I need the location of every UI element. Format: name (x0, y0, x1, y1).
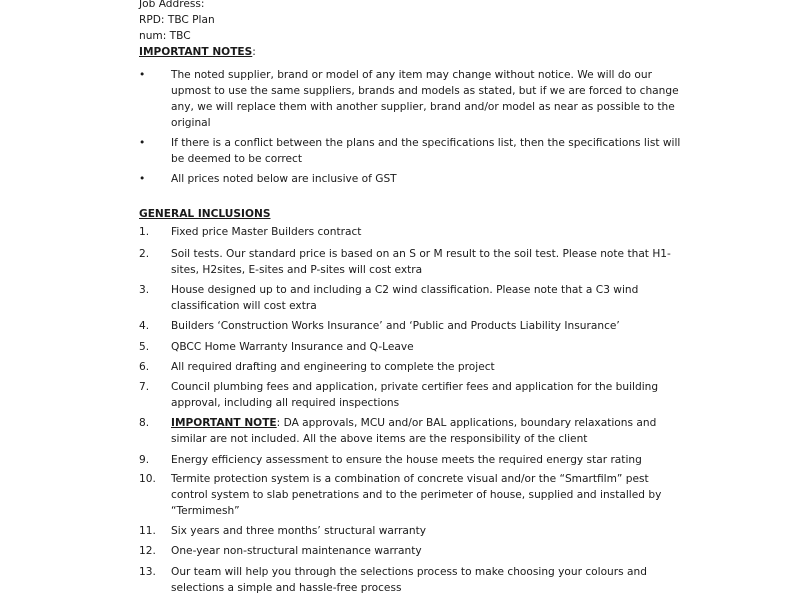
item-number: 10. (139, 473, 156, 485)
important-note-label: IMPORTANT NOTE (171, 417, 277, 429)
rpd-plan-label: RPD: TBC Plan (139, 14, 215, 26)
important-notes-colon: : (252, 46, 256, 58)
item-text: Fixed price Master Builders contract (171, 226, 362, 238)
item-text: Energy efficiency assessment to ensure the house meets the required energy star rating (171, 454, 642, 466)
item-text: Council plumbing fees and application, private certifier fees and application for the building approval, including all required inspections (171, 381, 659, 409)
item-text: : DA approvals, MCU and/or BAL applications, boundary relaxations and similar are not included. All the above items are the responsibility of the client (171, 417, 657, 445)
item-text: Six years and three months’ structural warranty (171, 525, 427, 537)
item-text: Termite protection system is a combination of concrete visual and/or the “Smartfilm” pest control system to slab penetrations and to the perimeter of house, supplied and installed by “Termimesh” (171, 473, 662, 517)
item-number: 6. (139, 361, 150, 373)
item-number: 8. (139, 417, 150, 429)
item-number: 7. (139, 381, 150, 393)
important-notes-heading (139, 44, 256, 60)
item-text-with-note (171, 415, 681, 447)
important-note-text: If there is a conflict between the plans and the specifications list, then the specifications list will be deemed to be correct (171, 137, 681, 165)
important-note-text: All prices noted below are inclusive of GST (171, 173, 397, 185)
item-text: Builders ‘Construction Works Insurance’ and ‘Public and Products Liability Insurance’ (171, 320, 620, 332)
item-number: 9. (139, 454, 150, 466)
num-label: num: TBC (139, 30, 191, 42)
item-number: 5. (139, 341, 150, 353)
item-text: All required drafting and engineering to complete the project (171, 361, 495, 373)
item-number: 4. (139, 320, 150, 332)
bullet-icon: • (139, 137, 146, 149)
item-number: 2. (139, 248, 150, 260)
bullet-icon: • (139, 69, 146, 81)
item-number: 11. (139, 525, 156, 537)
item-number: 1. (139, 226, 150, 238)
important-notes-title: IMPORTANT NOTES (139, 46, 253, 58)
item-text: One-year non-structural maintenance warranty (171, 545, 422, 557)
bullet-icon: • (139, 173, 146, 185)
item-text: House designed up to and including a C2 wind classification. Please note that a C3 wind classification will cost extra (171, 284, 639, 312)
job-address-label: Job Address: (139, 0, 205, 10)
general-inclusions-heading: GENERAL INCLUSIONS (139, 208, 271, 220)
item-number: 13. (139, 566, 156, 578)
item-text: Soil tests. Our standard price is based on an S or M result to the soil test. Please note that H1-sites, H2sites, E-sites and P-sites will cost extra (171, 248, 671, 276)
item-number: 3. (139, 284, 150, 296)
item-text: QBCC Home Warranty Insurance and Q-Leave (171, 341, 414, 353)
item-text: Our team will help you through the selections process to make choosing your colours and selections a simple and hassle-free process (171, 566, 647, 594)
item-number: 12. (139, 545, 156, 557)
important-note-text: The noted supplier, brand or model of any item may change without notice. We will do our upmost to use the same suppliers, brands and models as stated, but if we are forced to change any, we will replace them with another supplier, brand and/or model as near as possible to the original (171, 69, 679, 129)
